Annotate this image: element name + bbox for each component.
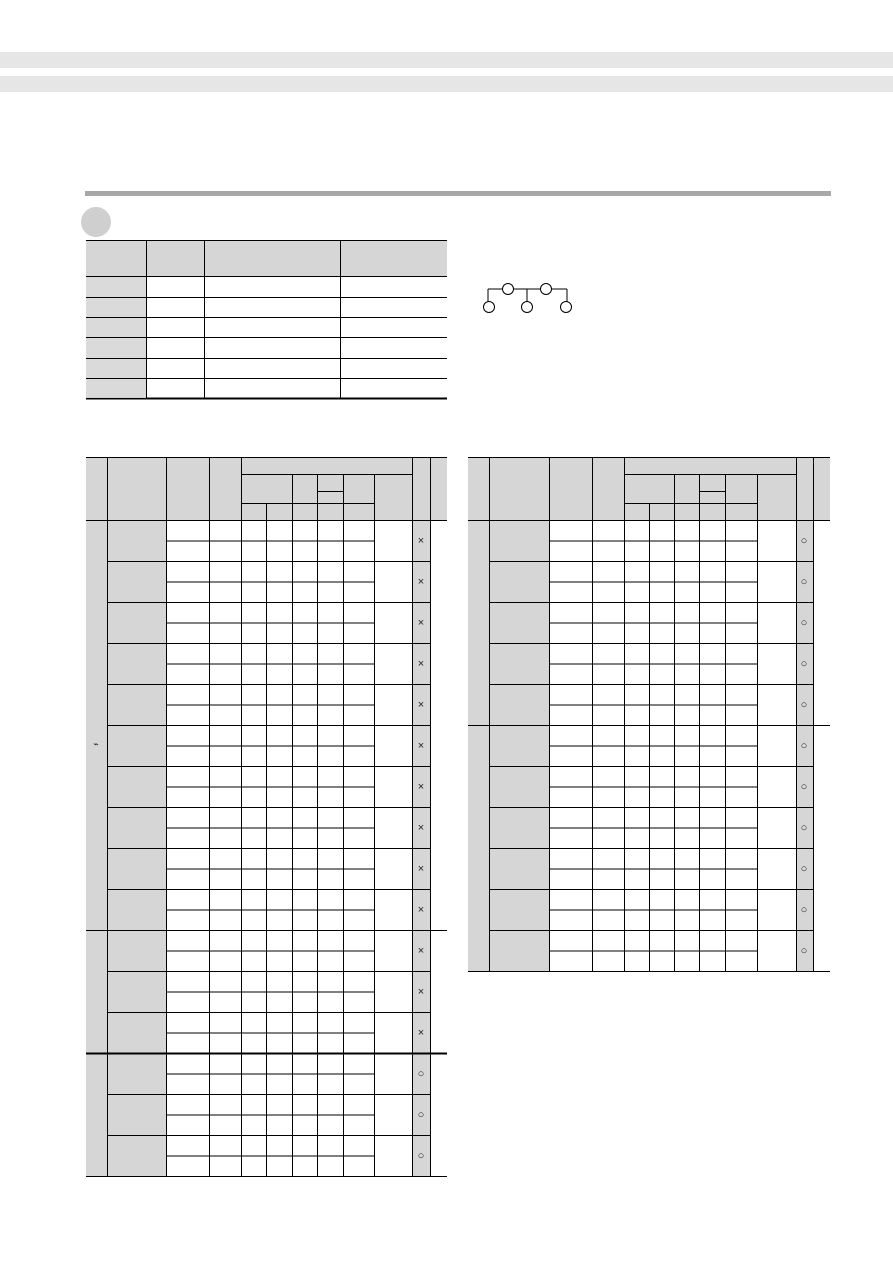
compat-mark: × (417, 944, 425, 957)
compat-mark: ○ (800, 780, 808, 793)
compat-mark: × (417, 862, 425, 875)
compat-mark: × (417, 739, 425, 752)
table-category-column (86, 520, 107, 1176)
compat-mark: × (417, 616, 425, 629)
compat-mark: × (417, 780, 425, 793)
compat-mark: ○ (800, 534, 808, 547)
compat-mark: × (417, 985, 425, 998)
compat-mark: ○ (800, 739, 808, 752)
compat-mark: ○ (800, 698, 808, 711)
compat-mark: ○ (800, 575, 808, 588)
compat-mark: × (417, 698, 425, 711)
compat-mark: ○ (800, 944, 808, 957)
compat-mark: ○ (417, 1108, 425, 1121)
table-category-column (468, 520, 489, 971)
compat-mark: × (417, 903, 425, 916)
flash-icon: ⌁ (93, 739, 99, 749)
compat-mark: × (417, 1026, 425, 1039)
compat-mark: ○ (800, 657, 808, 670)
compat-mark: ○ (800, 903, 808, 916)
compat-mark: × (417, 534, 425, 547)
compat-mark: × (417, 575, 425, 588)
table-item-column (489, 520, 549, 971)
compat-mark: ○ (417, 1067, 425, 1080)
compat-mark: ○ (417, 1149, 425, 1162)
compat-mark: × (417, 821, 425, 834)
compat-mark: ○ (800, 616, 808, 629)
compat-mark: × (417, 657, 425, 670)
compat-mark: ○ (800, 821, 808, 834)
compat-mark: ○ (800, 862, 808, 875)
